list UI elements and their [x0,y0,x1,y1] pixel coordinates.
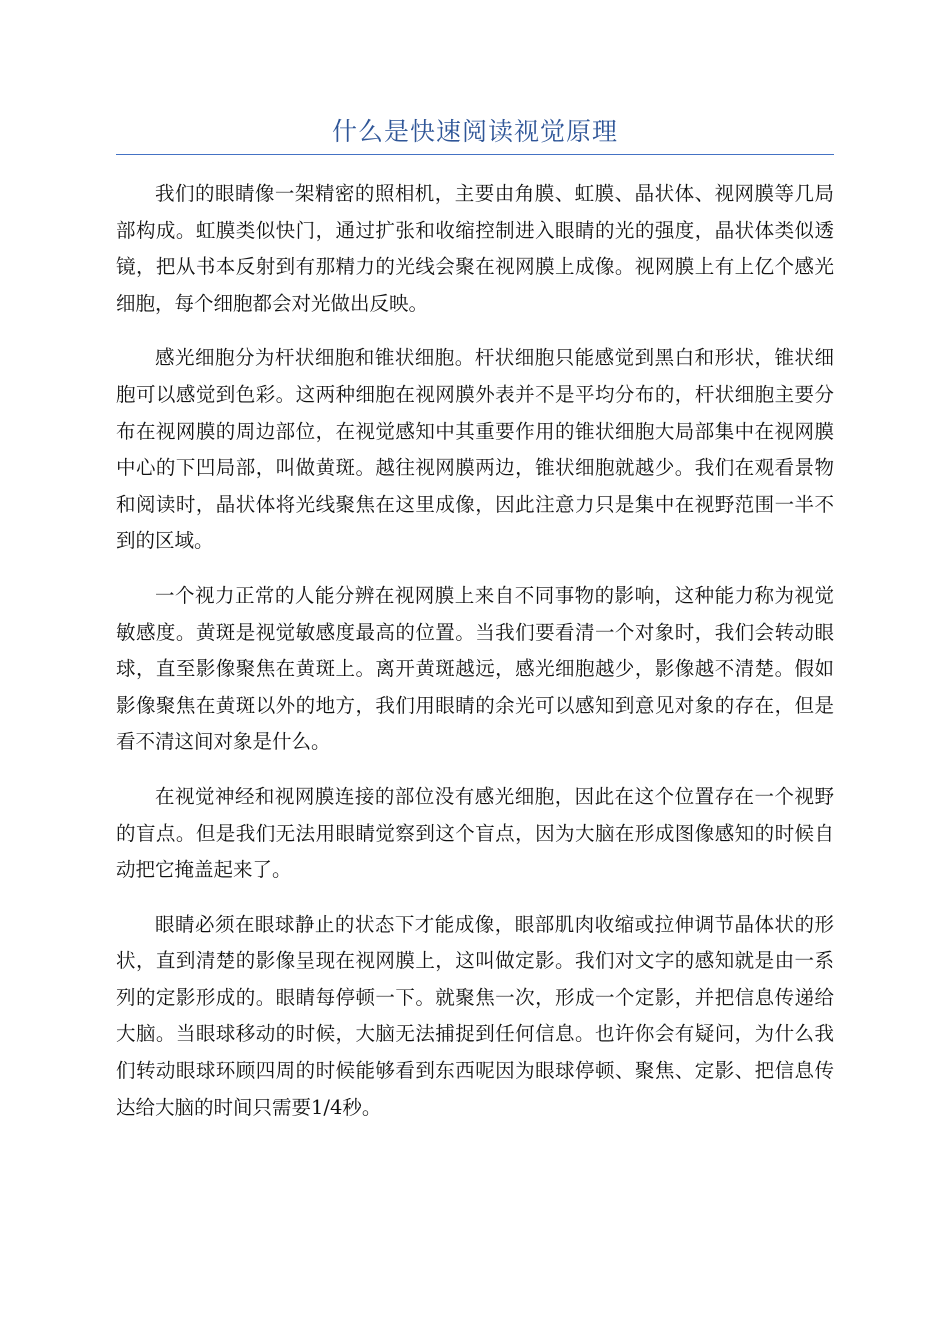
paragraph-photoreceptor-cells: 感光细胞分为杆状细胞和锥状细胞。杆状细胞只能感觉到黑白和形状，锥状细胞可以感觉到色彩。这两种细胞在视网膜外表并不是平均分布的，杆状细胞主要分布在视网膜的周边部位，在视觉感知中其重要作用的锥状细胞大局部集中在视网膜中心的下凹局部，叫做黄斑。越往视网膜两边，锥状细胞就越少。我们在观看景物和阅读时，晶状体将光线聚焦在这里成像，因此注意力只是集中在视野范围一半不到的区域。 [116,346,834,553]
paragraph-fixation: 眼睛必须在眼球静止的状态下才能成像，眼部肌肉收缩或拉伸调节晶体状的形状，直到清楚的影像呈现在视网膜上，这叫做定影。我们对文字的感知就是由一系列的定影形成的。眼睛每停顿一下。就聚焦一次，形成一个定影，并把信息传递给大脑。当眼球移动的时候，大脑无法捕捉到任何信息。也许你会有疑问，为什么我们转动眼球环顾四周的时候能够看到东西呢因为眼球停顿、聚焦、定影、把信息传达给大脑的时间只需要1/4秒。 [116,912,834,1119]
title-underline [116,154,834,155]
paragraph-eye-structure: 我们的眼睛像一架精密的照相机，主要由角膜、虹膜、晶状体、视网膜等几局部构成。虹膜类似快门，通过扩张和收缩控制进入眼睛的光的强度，晶状体类似透镜，把从书本反射到有那精力的光线会聚在视网膜上成像。视网膜上有上亿个感光细胞，每个细胞都会对光做出反映。 [116,182,834,315]
paragraph-visual-acuity: 一个视力正常的人能分辨在视网膜上来自不同事物的影响，这种能力称为视觉敏感度。黄斑是视觉敏感度最高的位置。当我们要看清一个对象时，我们会转动眼球，直至影像聚焦在黄斑上。离开黄斑越远，感光细胞越少，影像越不清楚。假如影像聚焦在黄斑以外的地方，我们用眼睛的余光可以感知到意见对象的存在，但是看不清这间对象是什么。 [116,583,834,754]
paragraph-blind-spot: 在视觉神经和视网膜连接的部位没有感光细胞，因此在这个位置存在一个视野的盲点。但是我们无法用眼睛觉察到这个盲点，因为大脑在形成图像感知的时候自动把它掩盖起来了。 [116,784,834,882]
document-title: 什么是快速阅读视觉原理 [331,117,618,146]
document-body [116,176,834,1144]
